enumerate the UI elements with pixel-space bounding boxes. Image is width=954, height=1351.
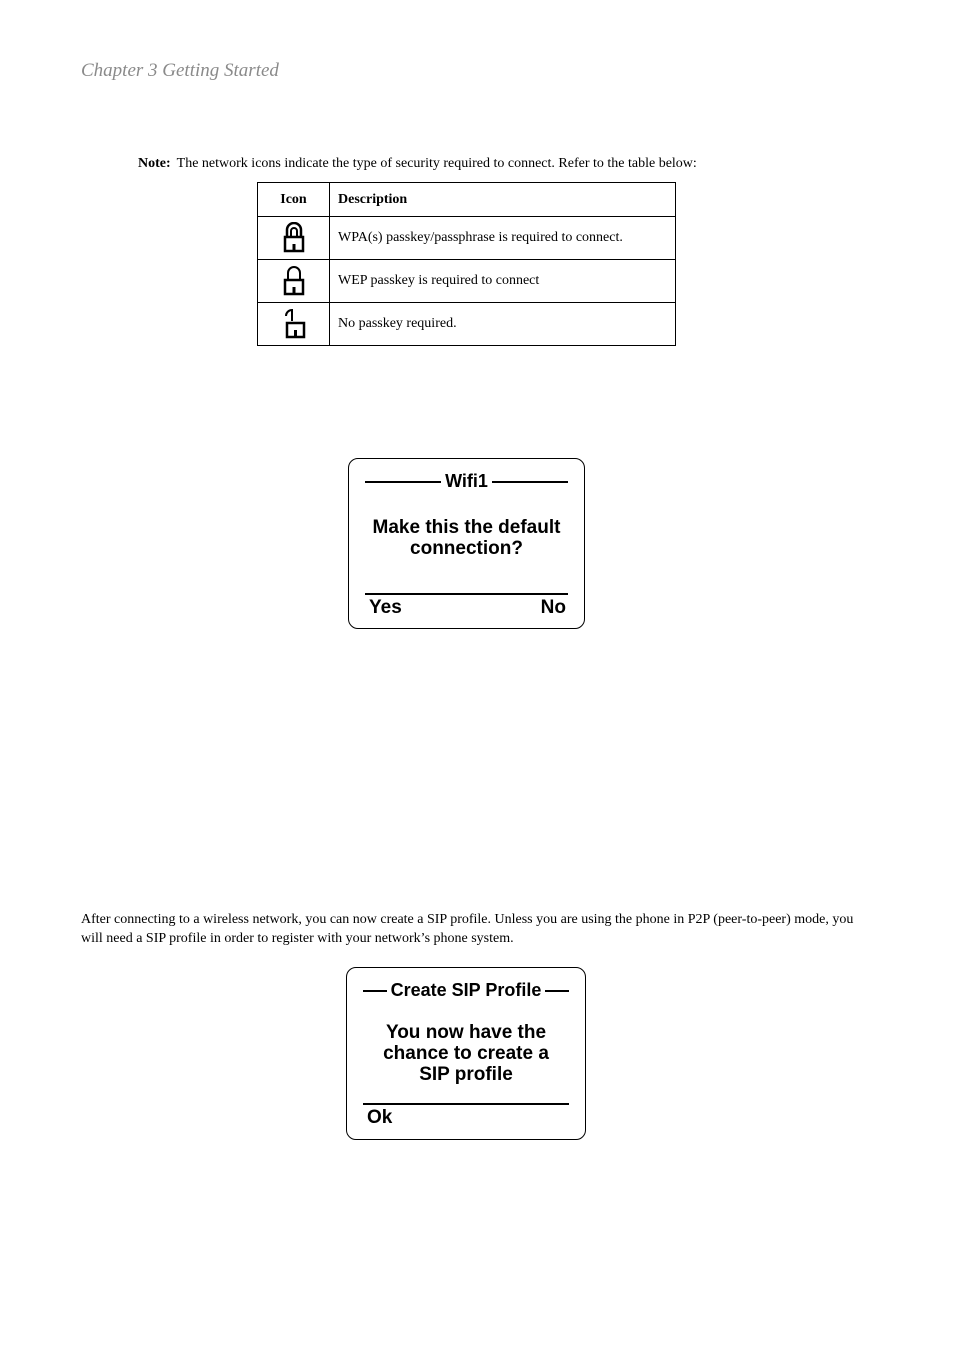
description-cell: No passkey required. xyxy=(330,303,676,346)
title-rule-right xyxy=(545,990,569,992)
lock-open-icon xyxy=(282,308,306,340)
column-header-description: Description xyxy=(330,183,676,217)
note-paragraph xyxy=(138,156,697,172)
screen-title: Create SIP Profile xyxy=(390,980,542,1000)
message-line: You now have the xyxy=(385,1022,547,1043)
icon-cell xyxy=(258,260,330,303)
title-rule-left xyxy=(363,990,387,992)
note-label: Note: xyxy=(138,156,171,171)
screen-message xyxy=(357,1022,575,1085)
description-cell: WEP passkey is required to connect xyxy=(330,260,676,303)
title-rule-left xyxy=(365,481,441,483)
wifi-default-connection-screen xyxy=(348,458,585,629)
create-sip-profile-screen xyxy=(346,967,586,1140)
lock-wep-icon xyxy=(282,265,306,297)
message-line: chance to create a xyxy=(383,1043,549,1064)
screen-title-row xyxy=(363,980,569,1001)
column-header-icon: Icon xyxy=(258,183,330,217)
screen-message xyxy=(359,517,574,559)
chapter-header: Chapter 3 Getting Started xyxy=(81,60,279,81)
ok-softkey[interactable]: Ok xyxy=(367,1107,393,1128)
table-row xyxy=(258,303,676,346)
table-row xyxy=(258,217,676,260)
message-line: connection? xyxy=(410,538,523,559)
sip-profile-paragraph: After connecting to a wireless network, you can now create a SIP profile. Unless you are using the phone in P2P (peer-to-peer) mode, you will need a SIP profile in order to register with your network’s phone system. xyxy=(81,912,854,946)
softkey-divider xyxy=(363,1103,569,1105)
icon-cell xyxy=(258,217,330,260)
yes-softkey[interactable]: Yes xyxy=(369,597,402,618)
screen-title: Wifi1 xyxy=(445,471,488,491)
screen-title-row xyxy=(365,471,568,492)
title-rule-right xyxy=(492,481,568,483)
message-line: SIP profile xyxy=(419,1064,513,1085)
description-cell: WPA(s) passkey/passphrase is required to connect. xyxy=(330,217,676,260)
icon-cell xyxy=(258,303,330,346)
message-line: Make this the default xyxy=(372,517,561,538)
no-softkey[interactable]: No xyxy=(540,597,566,618)
note-text: The network icons indicate the type of security required to connect. Refer to the table below: xyxy=(176,156,697,171)
table-header-row xyxy=(258,183,676,217)
softkey-divider xyxy=(365,593,568,595)
lock-wpa-icon xyxy=(282,222,306,254)
security-icon-table xyxy=(257,182,676,346)
table-row xyxy=(258,260,676,303)
